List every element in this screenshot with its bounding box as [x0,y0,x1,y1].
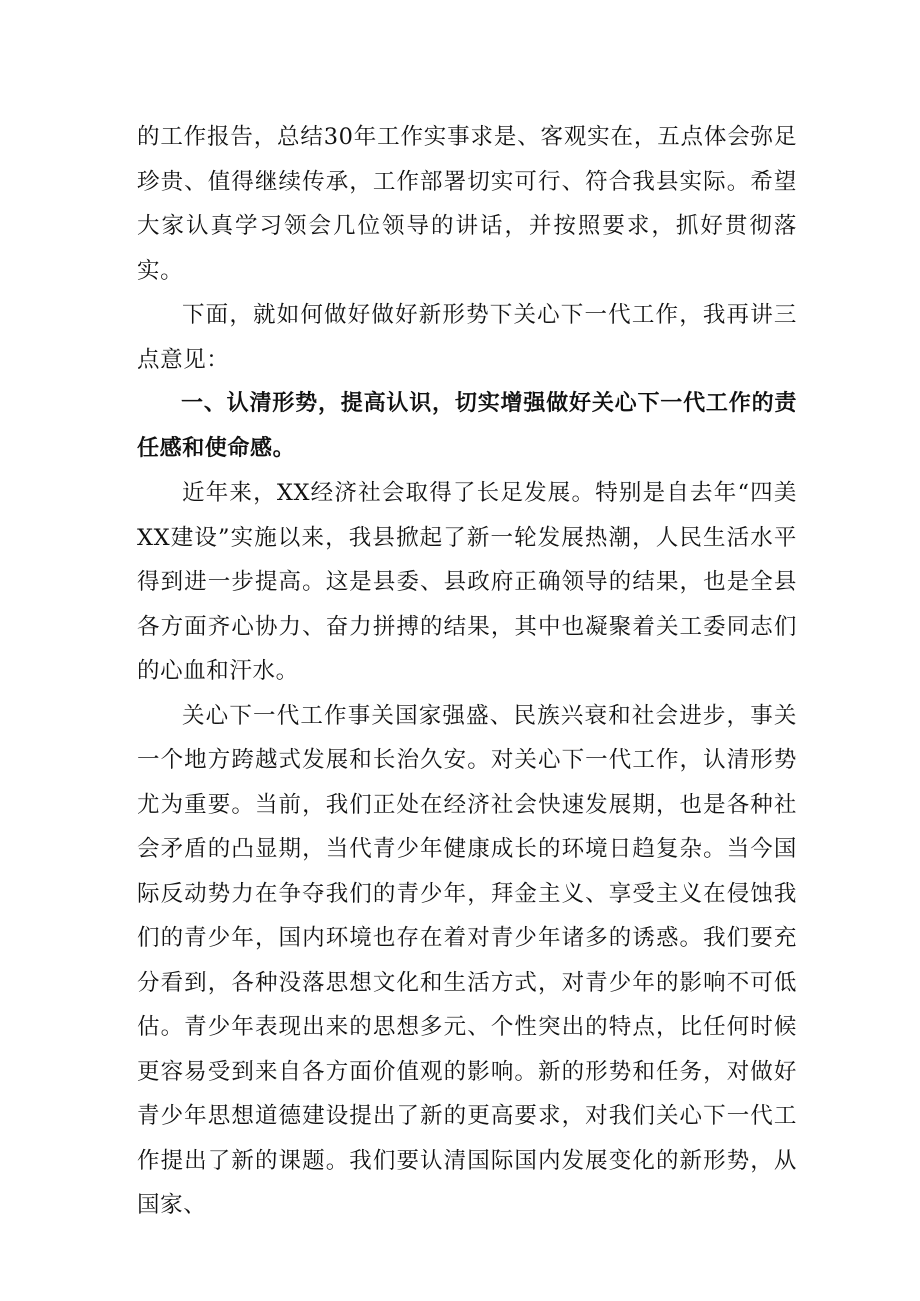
paragraph-report-continuation: 的工作报告，总结30年工作实事求是、客观实在，五点体会弥足珍贵、值得继续传承，工作部署切实可行、符合我县实际。希望大家认真学习领会几位领导的讲话，并按照要求，抓好贯彻落实。 [137,124,797,284]
document-body [137,115,797,1228]
section-heading-one: 一、认清形势，提高认识，切实增强做好关心下一代工作的责任感和使命感。 [137,391,797,461]
paragraph-recent-development: 近年来，XX经济社会取得了长足发展。特别是自去年“四美XX建设”实施以来，我县掀起了新一轮发展热潮，人民生活水平得到进一步提高。这是县委、县政府正确领导的结果，也是全县各方面齐心协力、奋力拼搏的结果，其中也凝聚着关工委同志们的心血和汗水。 [137,480,797,684]
paragraph-three-points-intro: 下面，就如何做好做好新形势下关心下一代工作，我再讲三点意见： [137,302,797,373]
paragraph-youth-work-importance: 关心下一代工作事关国家强盛、民族兴衰和社会进步，事关一个地方跨越式发展和长治久安。对关心下一代工作，认清形势尤为重要。当前，我们正处在经济社会快速发展期，也是各种社会矛盾的凸显期，当代青少年健康成长的环境日趋复杂。当今国际反动势力在争夺我们的青少年，拜金主义、享受主义在侵蚀我们的青少年，国内环境也存在着对青少年诸多的诱惑。我们要充分看到，各种没落思想文化和生活方式，对青少年的影响不可低估。青少年表现出来的思想多元、个性突出的特点，比任何时候更容易受到来自各方面价值观的影响。新的形势和任务，对做好青少年思想道德建设提出了新的更高要求，对我们关心下一代工作提出了新的课题。我们要认清国际国内发展变化的新形势，从国家、 [137,702,797,1218]
